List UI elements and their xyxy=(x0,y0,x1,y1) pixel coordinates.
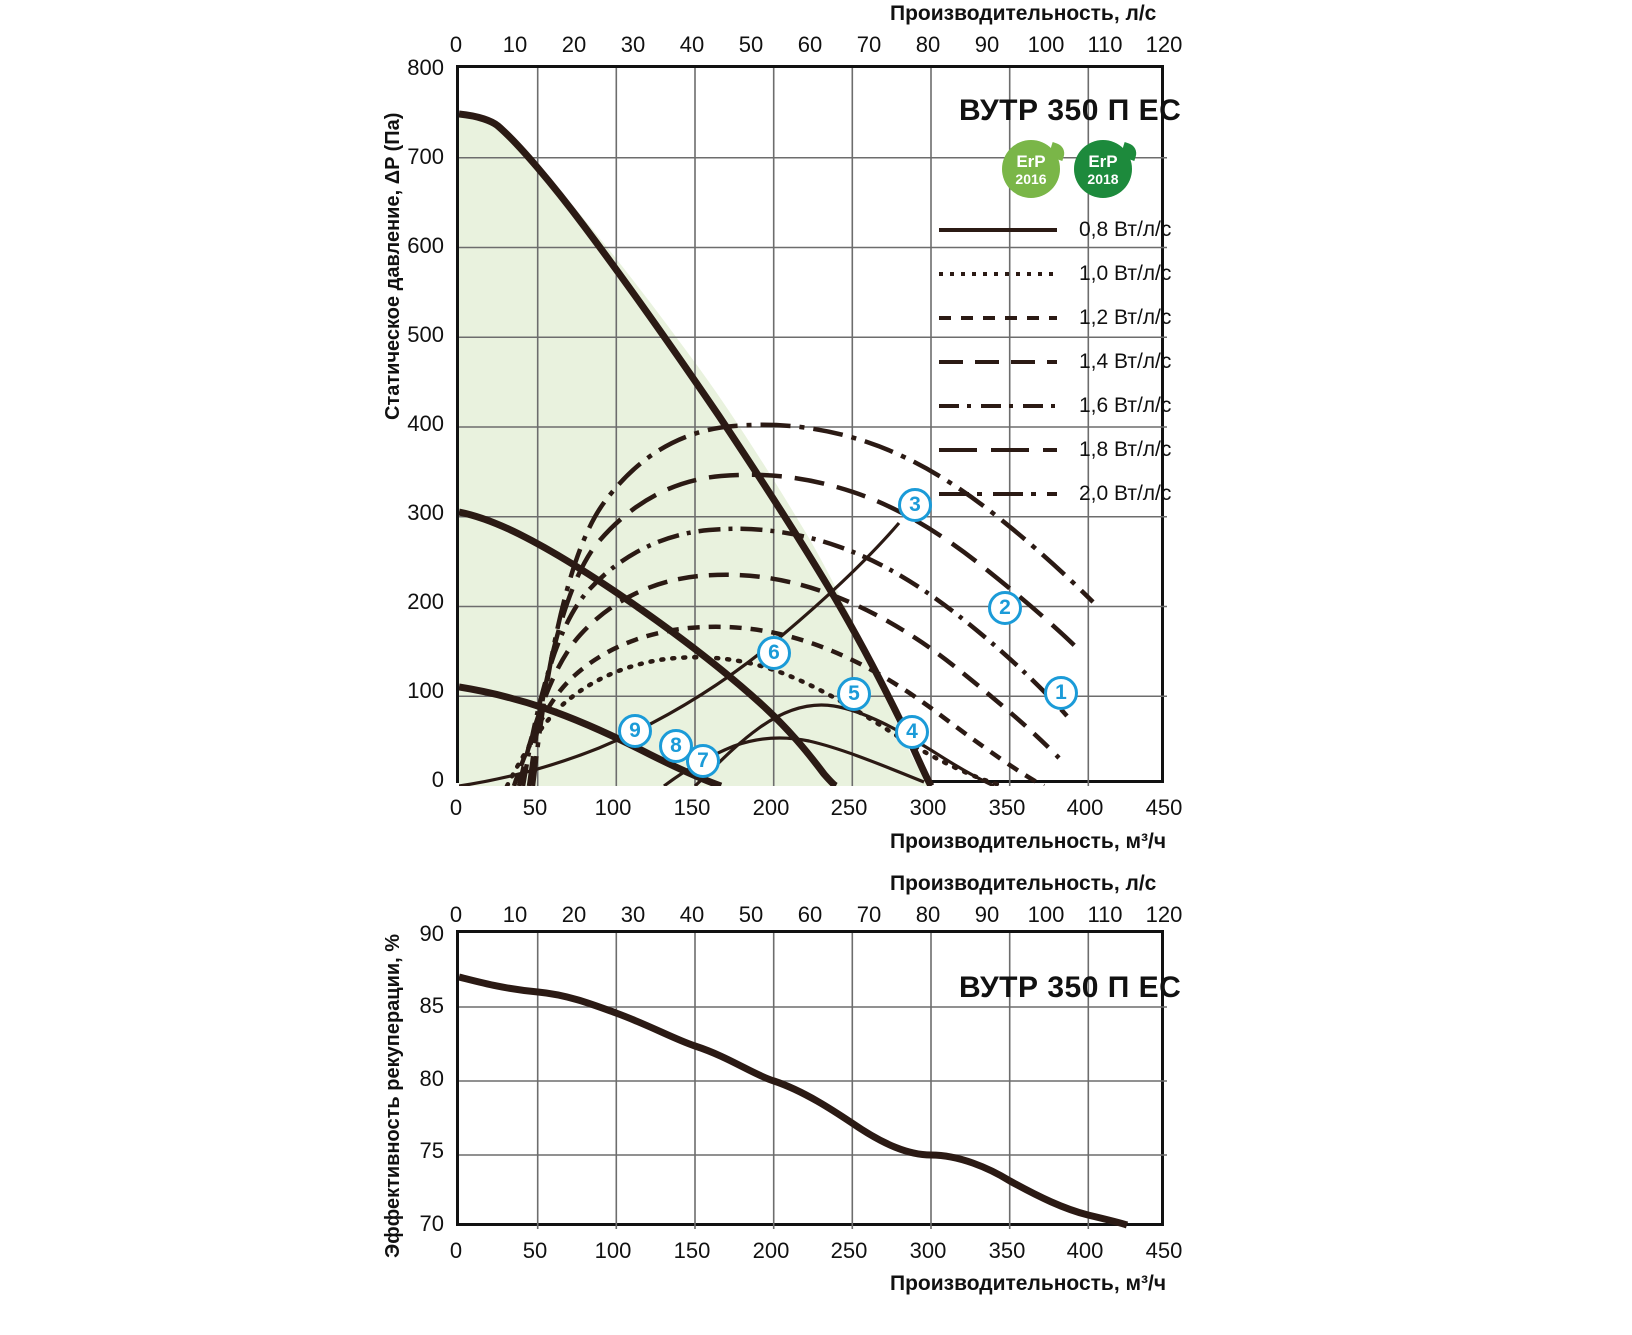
tick-top: 100 xyxy=(1027,32,1065,57)
tick-top: 120 xyxy=(1145,32,1183,57)
tick-top: 70 xyxy=(856,32,882,57)
pressure-bottom-axis-title: Производительность, м³/ч xyxy=(890,830,1167,853)
tick-top: 90 xyxy=(974,32,1000,57)
tick-bottom: 100 xyxy=(594,1238,632,1263)
operating-point-marker-7[interactable]: 7 xyxy=(686,744,720,778)
tick-bottom: 300 xyxy=(909,795,947,820)
tick-top: 40 xyxy=(679,902,705,927)
tick-y: 100 xyxy=(407,678,444,703)
erp-2016-year: 2016 xyxy=(1015,170,1047,187)
legend-item xyxy=(939,252,1171,296)
tick-top: 110 xyxy=(1087,902,1123,927)
tick-top: 10 xyxy=(502,902,528,927)
tick-top: 30 xyxy=(620,902,646,927)
tick-y: 70 xyxy=(419,1211,444,1236)
tick-y: 400 xyxy=(407,411,444,436)
tick-bottom: 50 xyxy=(522,795,548,820)
tick-bottom: 400 xyxy=(1066,795,1104,820)
tick-y: 85 xyxy=(419,993,444,1018)
tick-bottom: 50 xyxy=(522,1238,548,1263)
tick-bottom: 350 xyxy=(988,795,1026,820)
tick-bottom: 150 xyxy=(673,1238,711,1263)
tick-bottom: 300 xyxy=(909,1238,947,1263)
tick-top: 100 xyxy=(1027,902,1065,927)
legend-label: 1,0 Вт/л/с xyxy=(1079,262,1172,285)
legend-item xyxy=(939,384,1171,428)
pressure-top-axis-title: Производительность, л/с xyxy=(890,2,1157,25)
legend-item xyxy=(939,340,1171,384)
legend-item xyxy=(939,428,1171,472)
legend-label: 2,0 Вт/л/с xyxy=(1079,482,1172,505)
pressure-chart-title: ВУТР 350 П ЕС xyxy=(959,94,1182,127)
tick-bottom: 400 xyxy=(1066,1238,1104,1263)
tick-bottom: 450 xyxy=(1145,1238,1183,1263)
pressure-plot-area xyxy=(456,65,1182,783)
erp-badges xyxy=(1002,140,1132,198)
tick-bottom: 0 xyxy=(449,795,463,820)
tick-y: 75 xyxy=(419,1138,444,1163)
erp-2016-label: ErP xyxy=(1016,151,1046,171)
tick-top: 90 xyxy=(974,902,1000,927)
tick-bottom: 100 xyxy=(594,795,632,820)
legend-label: 1,8 Вт/л/с xyxy=(1079,438,1172,461)
efficiency-bottom-axis-title: Производительность, м³/ч xyxy=(890,1272,1167,1295)
legend-item xyxy=(939,472,1171,516)
tick-top: 110 xyxy=(1087,32,1123,57)
legend-label: 0,8 Вт/л/с xyxy=(1079,218,1172,241)
tick-bottom: 250 xyxy=(830,1238,868,1263)
pressure-y-axis-title: Статическое давление, ΔP (Па) xyxy=(382,112,404,420)
tick-y: 800 xyxy=(407,55,444,80)
efficiency-top-axis-title: Производительность, л/с xyxy=(890,872,1157,895)
operating-point-marker-2[interactable]: 2 xyxy=(988,591,1022,625)
tick-top: 80 xyxy=(915,32,941,57)
erp-2016-badge xyxy=(1002,140,1060,198)
tick-bottom: 200 xyxy=(752,795,790,820)
tick-y: 90 xyxy=(419,921,444,946)
pressure-legend xyxy=(939,208,1171,516)
tick-top: 70 xyxy=(856,902,882,927)
operating-point-marker-9[interactable]: 9 xyxy=(618,714,652,748)
efficiency-chart-title: ВУТР 350 П ЕС xyxy=(959,971,1182,1004)
legend-label: 1,4 Вт/л/с xyxy=(1079,350,1172,373)
legend-label: 1,6 Вт/л/с xyxy=(1079,394,1172,417)
curve-efficiency xyxy=(459,977,1127,1225)
legend-item xyxy=(939,296,1171,340)
tick-y: 80 xyxy=(419,1066,444,1091)
operating-point-marker-4[interactable]: 4 xyxy=(895,715,929,749)
operating-point-marker-8[interactable]: 8 xyxy=(659,729,693,763)
operating-point-marker-5[interactable]: 5 xyxy=(837,677,871,711)
efficiency-chart xyxy=(0,868,1632,1335)
efficiency-y-axis-title: Эффективность рекуперации, % xyxy=(382,933,404,1258)
tick-top: 60 xyxy=(797,32,823,57)
tick-bottom: 0 xyxy=(449,1238,463,1263)
tick-bottom: 200 xyxy=(752,1238,790,1263)
tick-bottom: 350 xyxy=(988,1238,1026,1263)
tick-bottom: 250 xyxy=(830,795,868,820)
tick-top: 0 xyxy=(449,32,463,57)
tick-top: 30 xyxy=(620,32,646,57)
tick-top: 20 xyxy=(561,902,587,927)
tick-y: 500 xyxy=(407,322,444,347)
tick-top: 120 xyxy=(1145,902,1183,927)
legend-label: 1,2 Вт/л/с xyxy=(1079,306,1172,329)
tick-bottom: 450 xyxy=(1145,795,1183,820)
grid-horizontal xyxy=(459,1007,1167,1155)
tick-top: 50 xyxy=(738,32,764,57)
tick-top: 80 xyxy=(915,902,941,927)
tick-top: 10 xyxy=(502,32,528,57)
erp-2018-year: 2018 xyxy=(1087,170,1119,187)
tick-y: 600 xyxy=(407,233,444,258)
operating-point-marker-1[interactable]: 1 xyxy=(1044,676,1078,710)
tick-bottom: 150 xyxy=(673,795,711,820)
tick-y: 0 xyxy=(431,767,444,792)
efficiency-plot-area xyxy=(456,930,1182,1226)
tick-y: 700 xyxy=(407,144,444,169)
legend-item xyxy=(939,208,1171,252)
tick-y: 300 xyxy=(407,500,444,525)
tick-top: 40 xyxy=(679,32,705,57)
erp-2018-label: ErP xyxy=(1088,151,1118,171)
tick-top: 50 xyxy=(738,902,764,927)
operating-point-marker-3[interactable]: 3 xyxy=(898,488,932,522)
tick-y: 200 xyxy=(407,589,444,614)
erp-2018-badge xyxy=(1074,140,1132,198)
operating-point-marker-6[interactable]: 6 xyxy=(757,636,791,670)
tick-top: 20 xyxy=(561,32,587,57)
tick-top: 60 xyxy=(797,902,823,927)
tick-top: 0 xyxy=(449,902,463,927)
